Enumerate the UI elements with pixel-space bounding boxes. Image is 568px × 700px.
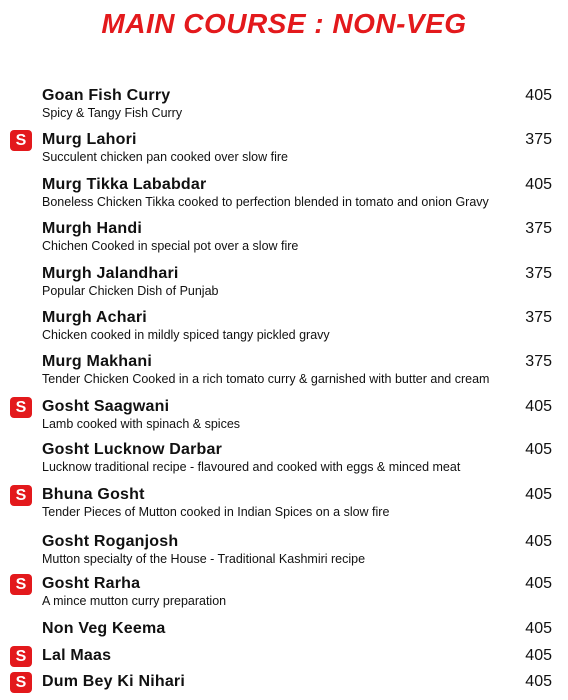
item-price: 405 <box>525 87 552 104</box>
item-description: Mutton specialty of the House - Traditional Kashmiri recipe <box>42 552 366 566</box>
special-badge-icon: S <box>10 485 32 506</box>
item-description: Tender Pieces of Mutton cooked in Indian Spices on a slow fire <box>42 505 390 519</box>
item-description: Popular Chicken Dish of Punjab <box>42 284 219 298</box>
item-name: Murg Tikka Lababdar <box>42 176 207 193</box>
special-badge-icon: S <box>10 397 32 418</box>
item-price: 405 <box>525 441 552 458</box>
item-price: 405 <box>525 176 552 193</box>
item-price: 405 <box>525 575 552 592</box>
special-badge-icon: S <box>10 130 32 151</box>
item-price: 375 <box>525 265 552 282</box>
item-description: Lamb cooked with spinach & spices <box>42 417 241 431</box>
item-name: Gosht Lucknow Darbar <box>42 441 223 458</box>
item-description: Spicy & Tangy Fish Curry <box>42 106 183 120</box>
item-description: Boneless Chicken Tikka cooked to perfection blended in tomato and onion Gravy <box>42 195 489 209</box>
special-badge-icon: S <box>10 672 32 693</box>
item-name: Murg Makhani <box>42 353 152 370</box>
item-description: Tender Chicken Cooked in a rich tomato curry & garnished with butter and cream <box>42 372 490 386</box>
item-price: 405 <box>525 673 552 690</box>
item-description: Chicken cooked in mildly spiced tangy pickled gravy <box>42 328 330 342</box>
item-name: Gosht Rarha <box>42 575 141 592</box>
item-price: 375 <box>525 309 552 326</box>
item-description: A mince mutton curry preparation <box>42 594 227 608</box>
item-price: 405 <box>525 486 552 503</box>
item-name: Lal Maas <box>42 647 112 664</box>
item-description: Succulent chicken pan cooked over slow fire <box>42 150 288 164</box>
item-price: 405 <box>525 647 552 664</box>
item-price: 375 <box>525 353 552 370</box>
page-title: MAIN COURSE : NON-VEG <box>101 8 467 39</box>
item-description: Lucknow traditional recipe - flavoured and cooked with eggs & minced meat <box>42 460 461 474</box>
item-name: Gosht Roganjosh <box>42 533 179 550</box>
item-name: Goan Fish Curry <box>42 87 171 104</box>
item-price: 405 <box>525 398 552 415</box>
item-name: Murgh Achari <box>42 309 147 326</box>
special-badge-icon: S <box>10 574 32 595</box>
item-name: Dum Bey Ki Nihari <box>42 673 185 690</box>
item-name: Murg Lahori <box>42 131 137 148</box>
item-name: Murgh Jalandhari <box>42 265 179 282</box>
special-badge-icon: S <box>10 646 32 667</box>
item-price: 405 <box>525 620 552 637</box>
item-name: Gosht Saagwani <box>42 398 170 415</box>
item-name: Murgh Handi <box>42 220 142 237</box>
item-name: Non Veg Keema <box>42 620 166 637</box>
item-price: 375 <box>525 131 552 148</box>
item-name: Bhuna Gosht <box>42 486 145 503</box>
item-description: Chichen Cooked in special pot over a slow fire <box>42 239 299 253</box>
item-price: 405 <box>525 533 552 550</box>
item-price: 375 <box>525 220 552 237</box>
